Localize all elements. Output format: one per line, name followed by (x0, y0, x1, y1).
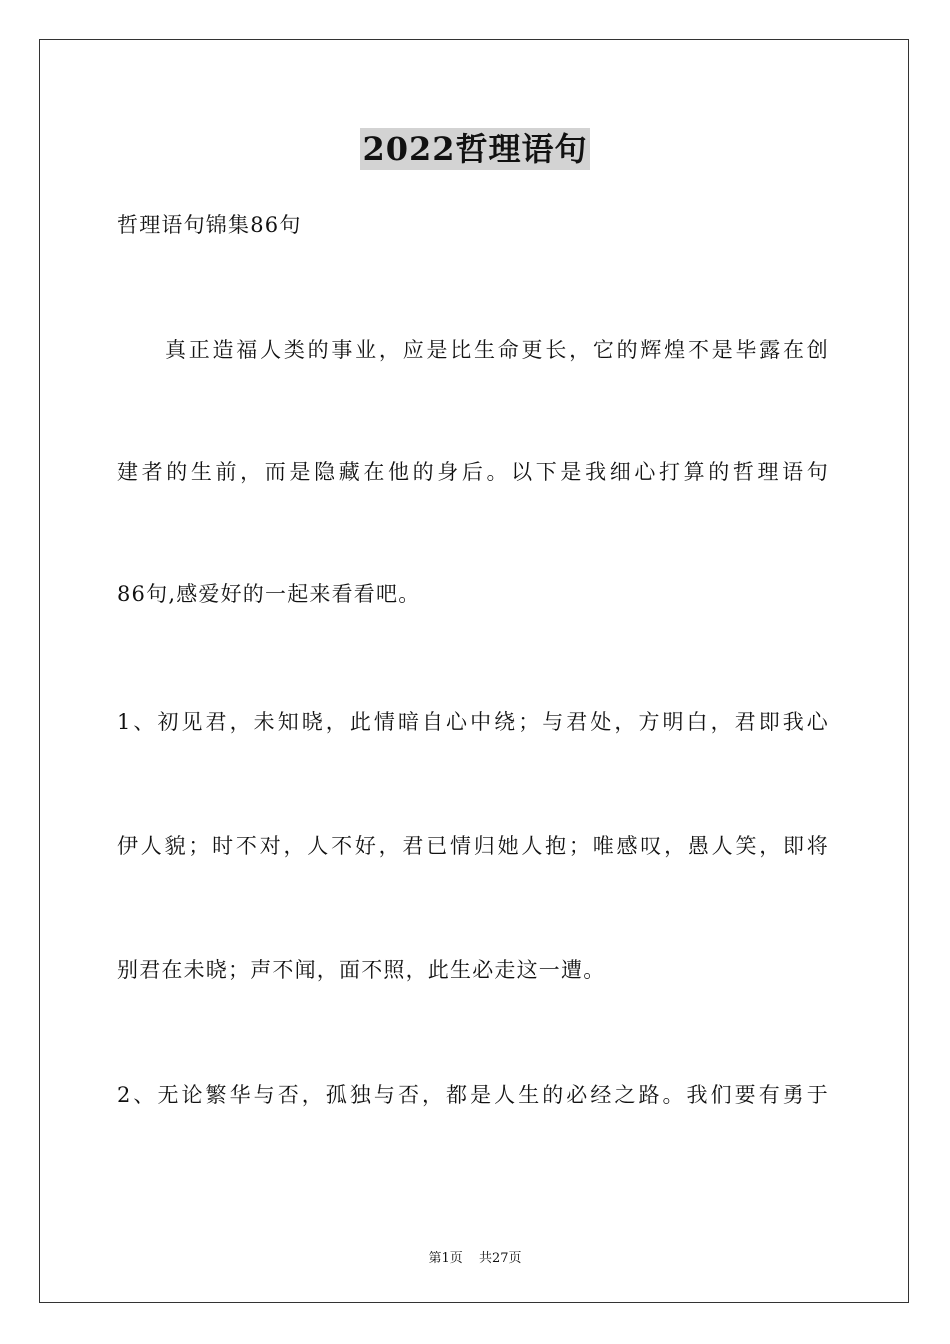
paragraph-line: 真正造福人类的事业，应是比生命更长，它的辉煌不是毕露在创 (165, 338, 829, 362)
document-subtitle: 哲理语句锦集86句 (117, 213, 302, 237)
paragraph-line: 86句,感爱好的一起来看看吧。 (117, 582, 421, 606)
paragraph-line: 1、初见君，未知晓，此情暗自心中绕；与君处，方明白，君即我心 (117, 710, 829, 734)
document-title-wrap (0, 128, 950, 170)
paragraph-line: 伊人貌；时不对，人不好，君已情归她人抱；唯感叹，愚人笑，即将 (117, 834, 829, 858)
page-number: 第1页 (428, 1251, 463, 1266)
page-total: 共27页 (478, 1251, 522, 1266)
page-footer (0, 1247, 950, 1266)
paragraph-line: 别君在未晓；声不闻，面不照，此生必走这一遭。 (117, 958, 606, 982)
paragraph-line: 建者的生前，而是隐藏在他的身后。以下是我细心打算的哲理语句 (117, 460, 829, 484)
document-title: 2022哲理语句 (362, 130, 588, 168)
paragraph-line: 2、无论繁华与否，孤独与否，都是人生的必经之路。我们要有勇于 (117, 1083, 829, 1107)
